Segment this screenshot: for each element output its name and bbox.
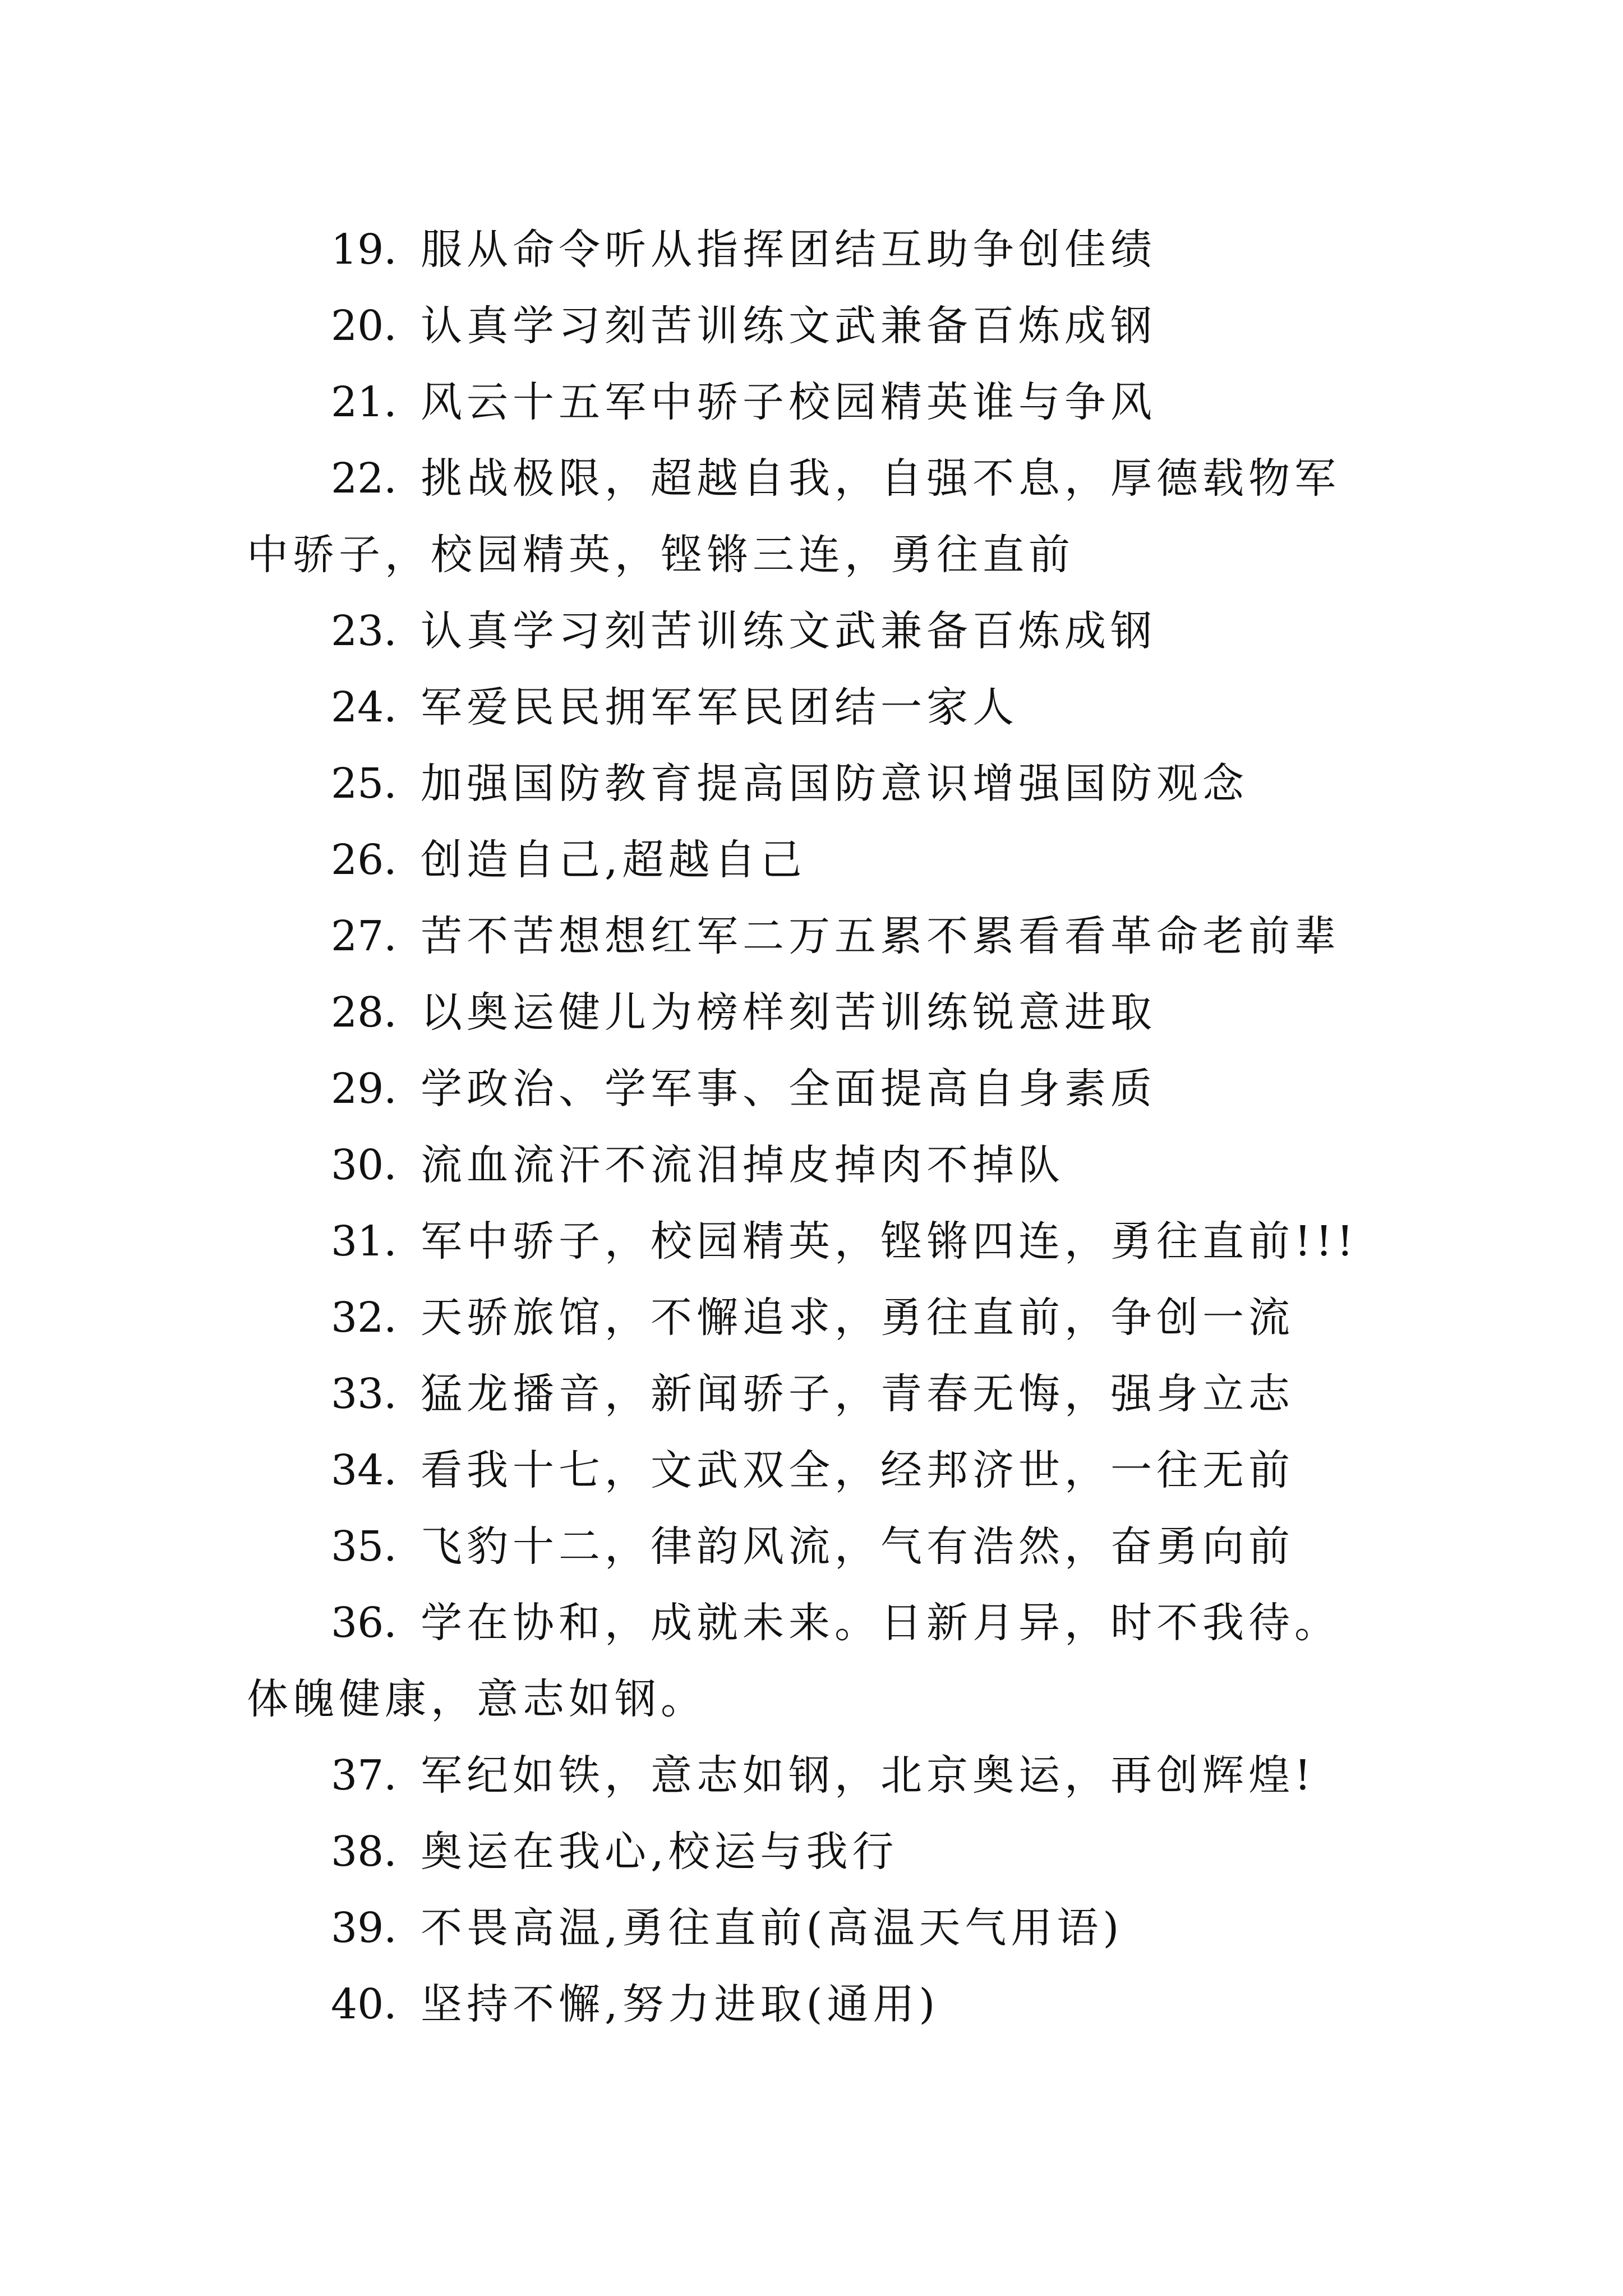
item-text: 军中骄子，校园精英，铿锵四连，勇往直前!!!: [421, 1217, 1358, 1266]
item-number: 39.: [331, 1904, 397, 1952]
item-number: 29.: [331, 1065, 397, 1113]
item-number: 23.: [331, 607, 397, 655]
item-number: 26.: [331, 836, 397, 884]
list-item: [247, 364, 1385, 440]
slogan-list: [247, 211, 1385, 2042]
item-text: 飞豹十二，律韵风流，气有浩然，奋勇向前: [421, 1522, 1294, 1571]
list-item: [247, 898, 1385, 974]
item-text: 流血流汗不流泪掉皮掉肉不掉队: [421, 1141, 1064, 1189]
item-number: 38.: [331, 1828, 397, 1876]
item-text: 认真学习刻苦训练文武兼备百炼成钢: [421, 302, 1156, 350]
item-number: 20.: [331, 302, 397, 350]
list-item: [247, 669, 1385, 746]
item-number: 31.: [331, 1217, 397, 1266]
list-item: [247, 746, 1385, 822]
item-number: 35.: [331, 1522, 397, 1571]
list-item: [247, 593, 1385, 669]
item-text: 挑战极限，超越自我，自强不息，厚德载物军中骄子，校园精英，铿锵三连，勇往直前: [247, 454, 1340, 579]
item-number: 36.: [331, 1599, 397, 1647]
item-text: 加强国防教育提高国防意识增强国防观念: [421, 760, 1248, 808]
list-item: [247, 1508, 1385, 1585]
item-text: 坚持不懈,努力进取(通用): [421, 1980, 940, 2028]
item-number: 28.: [331, 988, 397, 1037]
item-text: 猛龙播音，新闻骄子，青春无悔，强身立志: [421, 1370, 1294, 1418]
list-item: [247, 1890, 1385, 1966]
list-item: [247, 1127, 1385, 1203]
list-item: [247, 1356, 1385, 1432]
item-number: 25.: [331, 760, 397, 808]
item-text: 看我十七，文武双全，经邦济世，一往无前: [421, 1446, 1294, 1494]
item-number: 37.: [331, 1751, 397, 1800]
item-number: 21.: [331, 378, 397, 426]
list-item: [247, 1051, 1385, 1127]
item-text: 奥运在我心,校运与我行: [421, 1828, 898, 1876]
list-item: [247, 288, 1385, 364]
item-text: 军爱民民拥军军民团结一家人: [421, 683, 1018, 731]
item-number: 33.: [331, 1370, 397, 1418]
item-text: 学在协和，成就未来。日新月异，时不我待。体魄健康，意志如钢。: [247, 1599, 1340, 1723]
item-text: 天骄旅馆，不懈追求，勇往直前，争创一流: [421, 1294, 1294, 1342]
list-item: [247, 1280, 1385, 1356]
list-item: [247, 974, 1385, 1051]
item-number: 32.: [331, 1294, 397, 1342]
item-text: 风云十五军中骄子校园精英谁与争风: [421, 378, 1156, 426]
item-number: 30.: [331, 1141, 397, 1189]
list-item: [247, 1814, 1385, 1890]
list-item: [247, 1737, 1385, 1814]
item-text: 认真学习刻苦训练文武兼备百炼成钢: [421, 607, 1156, 655]
item-number: 19.: [331, 226, 397, 274]
item-number: 27.: [331, 912, 397, 960]
item-text: 服从命令听从指挥团结互助争创佳绩: [421, 226, 1156, 274]
item-number: 40.: [331, 1980, 397, 2028]
item-text: 不畏高温,勇往直前(高温天气用语): [421, 1904, 1124, 1952]
list-item: [247, 822, 1385, 898]
item-number: 34.: [331, 1446, 397, 1494]
item-number: 22.: [331, 454, 397, 503]
list-item: [247, 440, 1385, 593]
item-text: 以奥运健儿为榜样刻苦训练锐意进取: [421, 988, 1156, 1037]
list-item: [247, 1432, 1385, 1508]
list-item: [247, 1203, 1385, 1280]
item-text: 军纪如铁，意志如钢，北京奥运，再创辉煌!: [421, 1751, 1316, 1800]
item-text: 学政治、学军事、全面提高自身素质: [421, 1065, 1156, 1113]
list-item: [247, 211, 1385, 288]
item-number: 24.: [331, 683, 397, 731]
item-text: 创造自己,超越自己: [421, 836, 806, 884]
item-text: 苦不苦想想红军二万五累不累看看革命老前辈: [421, 912, 1340, 960]
list-item: [247, 1966, 1385, 2042]
list-item: [247, 1585, 1385, 1737]
